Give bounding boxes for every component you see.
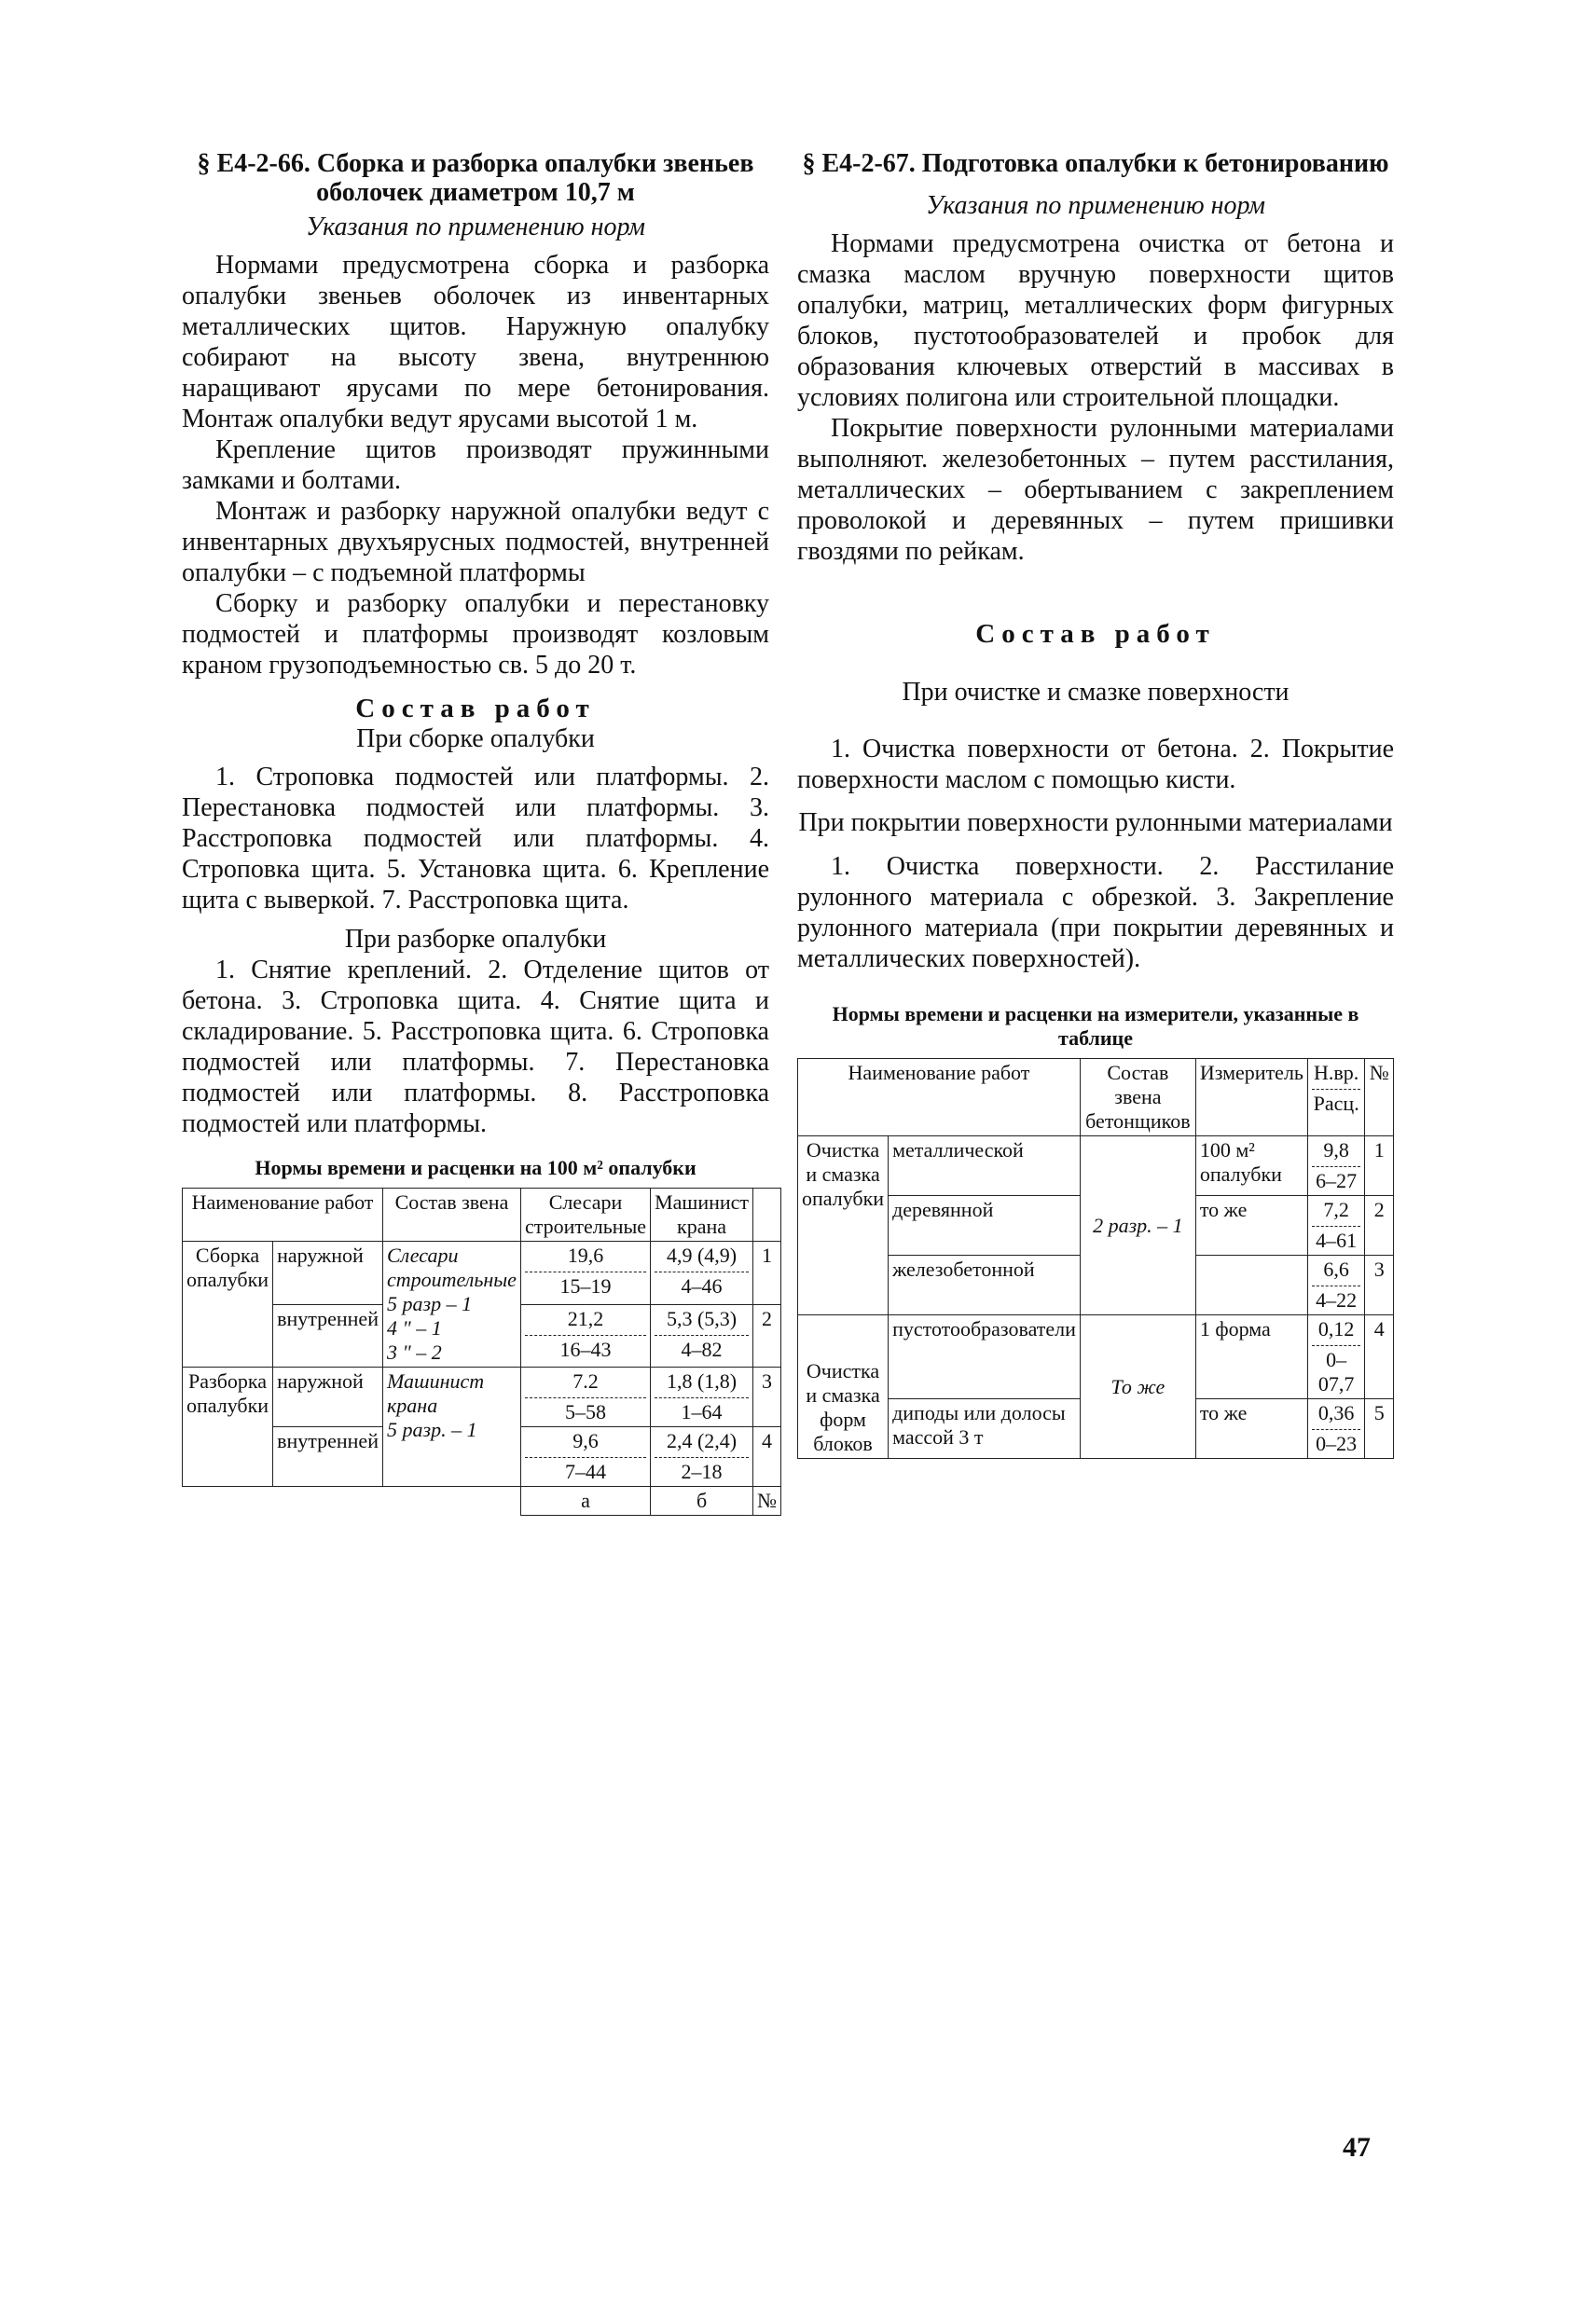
- column-header: Н.вр. Расц.: [1307, 1059, 1364, 1136]
- work-composition-heading: Состав работ: [975, 619, 1216, 649]
- norm-cell: 7,2 4–61: [1307, 1196, 1364, 1256]
- right-column: [797, 149, 1394, 1459]
- paragraph: Нормами предусмотрена очистка от бетона и смазка маслом вручную поверхности щитов опалубки, матриц, металлических форм фигурных блоков, пустотообразователей и пробок для образования ключевых отверстий в массивах в условиях полигона или строительной площадки.: [797, 229, 1394, 412]
- row-sub-label: пустотообразователи: [889, 1315, 1081, 1399]
- left-column: [182, 149, 778, 1516]
- norm-cell: 0,12 0–07,7: [1307, 1315, 1364, 1399]
- covering-steps: 1. Очистка поверхности. 2. Расстилание рулонного материала с обрезкой. 3. Закрепление рулонного материала (при покрытии деревянных и металлических поверхностей).: [797, 852, 1394, 973]
- table-footer-row: [183, 1487, 781, 1516]
- norms-table-right: [797, 1058, 1394, 1459]
- row-number: 4: [1365, 1315, 1394, 1399]
- subheading-cleaning: При очистке и смазке поверхности: [902, 678, 1289, 707]
- norm-cell: 9,6 7–44: [520, 1427, 650, 1487]
- row-number: 1: [1365, 1136, 1394, 1196]
- unit-cell: то же: [1195, 1196, 1307, 1256]
- paragraph: Монтаж и разборку наружной опалубки ведут с инвентарных двухъярусных подмостей, внутренней опалубки – с подъемной платформы: [182, 497, 769, 587]
- norm-cell: 4,9 (4,9) 4–46: [651, 1242, 753, 1305]
- table-row: [183, 1242, 781, 1305]
- row-number: 3: [1365, 1256, 1394, 1315]
- row-sub-label: железобетонной: [889, 1256, 1081, 1315]
- assembly-steps: 1. Строповка подмостей или платформы. 2. Перестановка подмостей или платформы. 3. Расстроповка подмостей или платформы. 4. Строповка щита. 5. Установка щита. 6. Крепление щита с выверкой. 7. Расстроповка щита.: [182, 763, 769, 914]
- section-title-e4-2-66: § Е4-2-66. Сборка и разборка опалубки звеньев оболочек диаметром 10,7 м: [197, 149, 754, 207]
- column-header: Машинист крана: [651, 1189, 753, 1242]
- norm-cell: 6,6 4–22: [1307, 1256, 1364, 1315]
- norm-cell: 19,6 15–19: [520, 1242, 650, 1305]
- column-key: а: [520, 1487, 650, 1516]
- cleaning-steps: 1. Очистка поверхности от бетона. 2. Покрытие поверхности маслом с помощью кисти.: [797, 735, 1394, 794]
- column-key: б: [651, 1487, 753, 1516]
- section-note: Указания по применению норм: [306, 213, 645, 241]
- norm-cell: 21,2 16–43: [520, 1304, 650, 1368]
- norm-cell: 2,4 (2,4) 2–18: [651, 1427, 753, 1487]
- section-title-e4-2-67: § Е4-2-67. Подготовка опалубки к бетонированию: [802, 149, 1389, 178]
- column-header: Наименование работ: [183, 1189, 383, 1242]
- crew-cell: То же: [1080, 1315, 1195, 1459]
- subheading-disassembly: При разборке опалубки: [344, 925, 607, 954]
- row-sub-label: диподы или долосы массой 3 т: [889, 1399, 1081, 1459]
- row-group-label: Очистка и смазка опалубки: [798, 1136, 889, 1315]
- norm-cell: 5,3 (5,3) 4–82: [651, 1304, 753, 1368]
- norm-cell: 1,8 (1,8) 1–64: [651, 1368, 753, 1427]
- row-group-label: Сборка опалубки: [183, 1242, 273, 1368]
- table-caption: Нормы времени и расценки на измерители, указанные в таблице: [832, 1002, 1359, 1050]
- column-header: Измеритель: [1195, 1059, 1307, 1136]
- row-sub-label: внутренней: [273, 1304, 383, 1368]
- row-sub-label: наружной: [273, 1242, 383, 1305]
- norms-table-left: [182, 1188, 781, 1516]
- column-header: Наименование работ: [798, 1059, 1081, 1136]
- row-group-label: Разборка опалубки: [183, 1368, 273, 1487]
- crew-cell: 2 разр. – 1: [1080, 1136, 1195, 1315]
- row-number: 5: [1365, 1399, 1394, 1459]
- subheading-assembly: При сборке опалубки: [356, 724, 595, 753]
- column-header: №: [1365, 1059, 1394, 1136]
- row-sub-label: наружной: [273, 1368, 383, 1427]
- column-key: №: [753, 1487, 781, 1516]
- section-note: Указания по применению норм: [926, 191, 1265, 220]
- paragraph: Покрытие поверхности рулонными материалами выполняют. железобетонных – путем расстилания, металлических – обертыванием с закреплением проволокой и деревянных – путем пришивки гвоздями по рейкам.: [797, 414, 1394, 566]
- unit-cell: то же: [1195, 1399, 1307, 1459]
- norm-cell: 0,36 0–23: [1307, 1399, 1364, 1459]
- row-sub-label: деревянной: [889, 1196, 1081, 1256]
- row-number: 4: [753, 1427, 781, 1487]
- row-number: 2: [1365, 1196, 1394, 1256]
- disassembly-steps: 1. Снятие креплений. 2. Отделение щитов от бетона. 3. Строповка щита. 4. Снятие щита и складирование. 5. Расстроповка щита. 6. Строповка подмостей или платформы. 7. Перестановка подмостей или платформы. 8. Расстроповка подмостей или платформы.: [182, 956, 769, 1138]
- unit-cell: 1 форма: [1195, 1315, 1307, 1399]
- paragraph: Нормами предусмотрена сборка и разборка опалубки звеньев оболочек из инвентарных металлических щитов. Наружную опалубку собирают на высоту звена, внутреннюю наращивают ярусами по мере бетонирования. Монтаж опалубки ведут ярусами высотой 1 м.: [182, 251, 769, 433]
- row-number: 2: [753, 1304, 781, 1368]
- paragraph: Сборку и разборку опалубки и перестановку подмостей и платформы производят козловым краном грузоподъемностью св. 5 до 20 т.: [182, 589, 769, 680]
- page-number: 47: [1343, 2132, 1371, 2163]
- norm-cell: 9,8 6–27: [1307, 1136, 1364, 1196]
- row-group-label: Очистка и смазка форм блоков: [798, 1315, 889, 1459]
- table-caption: Нормы времени и расценки на 100 м² опалубки: [255, 1156, 696, 1179]
- row-number: 1: [753, 1242, 781, 1305]
- work-composition-heading: Состав работ: [355, 694, 596, 723]
- unit-cell: 100 м² опалубки: [1195, 1136, 1307, 1196]
- table-row: [798, 1315, 1394, 1399]
- table-row: [183, 1368, 781, 1427]
- paragraph: Крепление щитов производят пружинными замками и болтами.: [182, 435, 769, 495]
- crew-cell: Слесари строительные 5 разр – 1 4 " – 1 3 " – 2: [382, 1242, 520, 1368]
- norm-cell: 7.2 5–58: [520, 1368, 650, 1427]
- column-header: Слесари строительные: [520, 1189, 650, 1242]
- crew-cell: Машинист крана 5 разр. – 1: [382, 1368, 520, 1487]
- row-sub-label: металлической: [889, 1136, 1081, 1196]
- row-number: 3: [753, 1368, 781, 1427]
- subheading-covering: При покрытии поверхности рулонными материалами: [798, 808, 1393, 837]
- unit-cell: [1195, 1256, 1307, 1315]
- column-header: Состав звена бетонщиков: [1080, 1059, 1195, 1136]
- table-row: [798, 1136, 1394, 1196]
- row-sub-label: внутренней: [273, 1427, 383, 1487]
- column-header: Состав звена: [382, 1189, 520, 1242]
- column-header: [753, 1189, 781, 1242]
